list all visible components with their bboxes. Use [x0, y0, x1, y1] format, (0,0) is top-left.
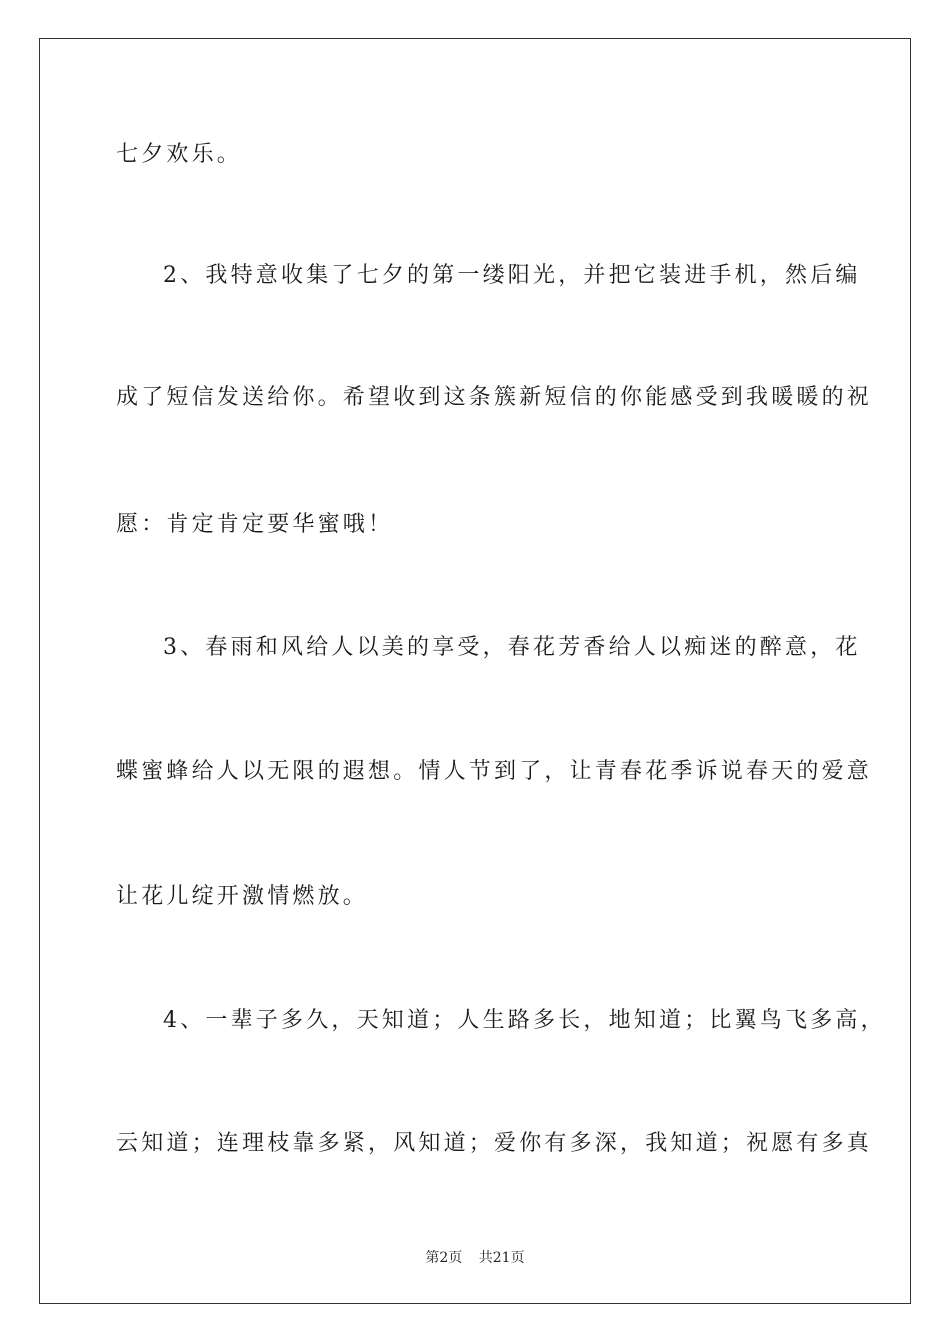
text-line-9: 云知道；连理枝靠多紧，风知道；爱你有多深，我知道；祝愿有多真	[116, 1131, 873, 1156]
page-number: 第2页	[425, 1250, 463, 1266]
page-footer	[0, 1247, 950, 1267]
page-frame	[39, 38, 911, 1304]
text-line-5: 3、春雨和风给人以美的享受，春花芳香给人以痴迷的醉意，花	[163, 635, 861, 660]
page-total: 共21页	[478, 1250, 525, 1266]
text-line-8: 4、一辈子多久，天知道；人生路多长，地知道；比翼鸟飞多高，	[163, 1008, 886, 1033]
text-line-6: 蝶蜜蜂给人以无限的遐想。情人节到了，让青春花季诉说春天的爱意	[116, 759, 873, 784]
text-line-7: 让花儿绽开激情燃放。	[116, 884, 369, 909]
text-line-4: 愿：肯定肯定要华蜜哦！	[116, 512, 394, 537]
text-line-1: 七夕欢乐。	[116, 142, 243, 167]
text-line-2: 2、我特意收集了七夕的第一缕阳光，并把它装进手机，然后编	[163, 263, 861, 288]
text-line-3: 成了短信发送给你。希望收到这条簇新短信的你能感受到我暖暖的祝	[116, 385, 873, 410]
